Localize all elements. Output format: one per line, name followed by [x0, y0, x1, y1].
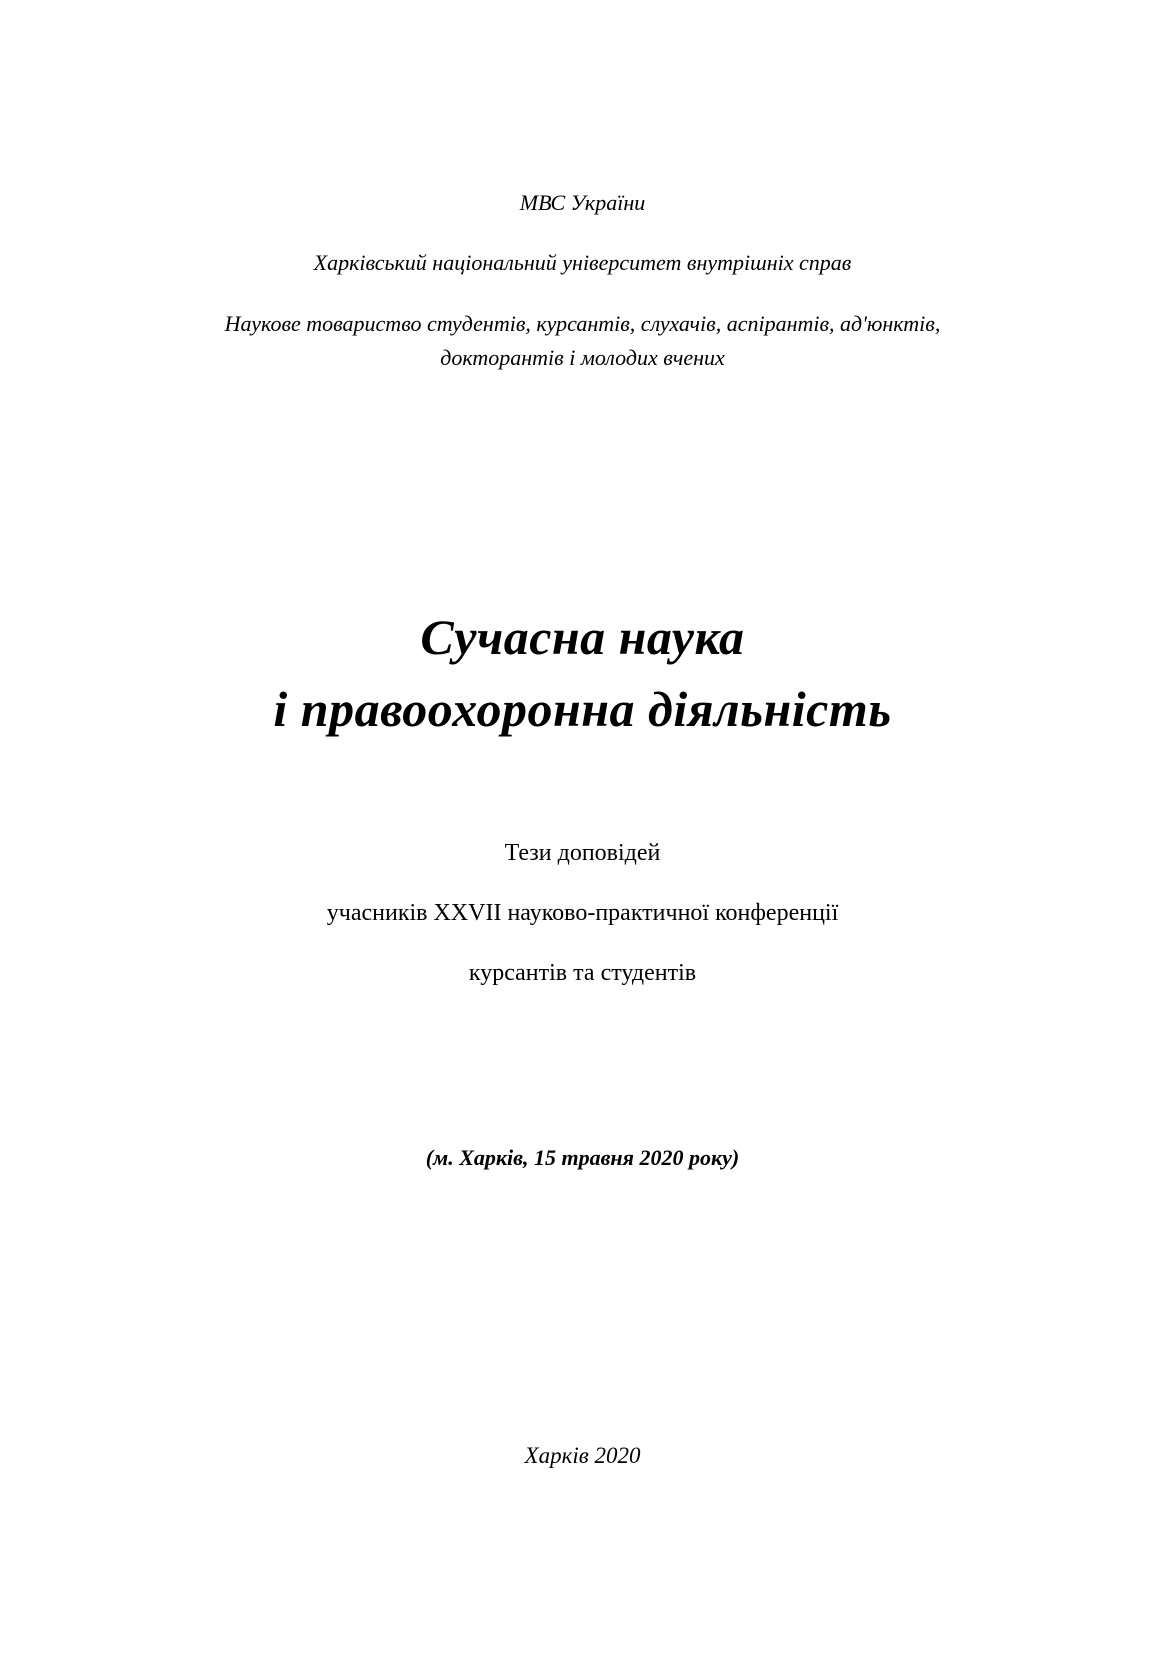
- society-name-line-2: докторантів і молодих вчених: [440, 345, 725, 370]
- event-place-date: (м. Харків, 15 травня 2020 року): [425, 1145, 740, 1170]
- subtitle-line-3: курсантів та студентів: [468, 960, 697, 986]
- main-title-line-1: Сучасна наука: [420, 609, 745, 665]
- ministry-name: МВС України: [519, 190, 646, 215]
- publication-city-year: Харків 2020: [524, 1443, 641, 1468]
- university-name: Харківський національний університет внутрішніх справ: [313, 250, 852, 275]
- subtitle-line-2: учасників XXVII науково-практичної конференції: [326, 900, 839, 926]
- main-title-line-2: і правоохоронна діяльність: [273, 681, 892, 737]
- subtitle-line-1: Тези доповідей: [504, 840, 661, 866]
- society-name-line-1: Наукове товариство студентів, курсантів, слухачів, аспірантів, ад'юнктів,: [224, 311, 941, 336]
